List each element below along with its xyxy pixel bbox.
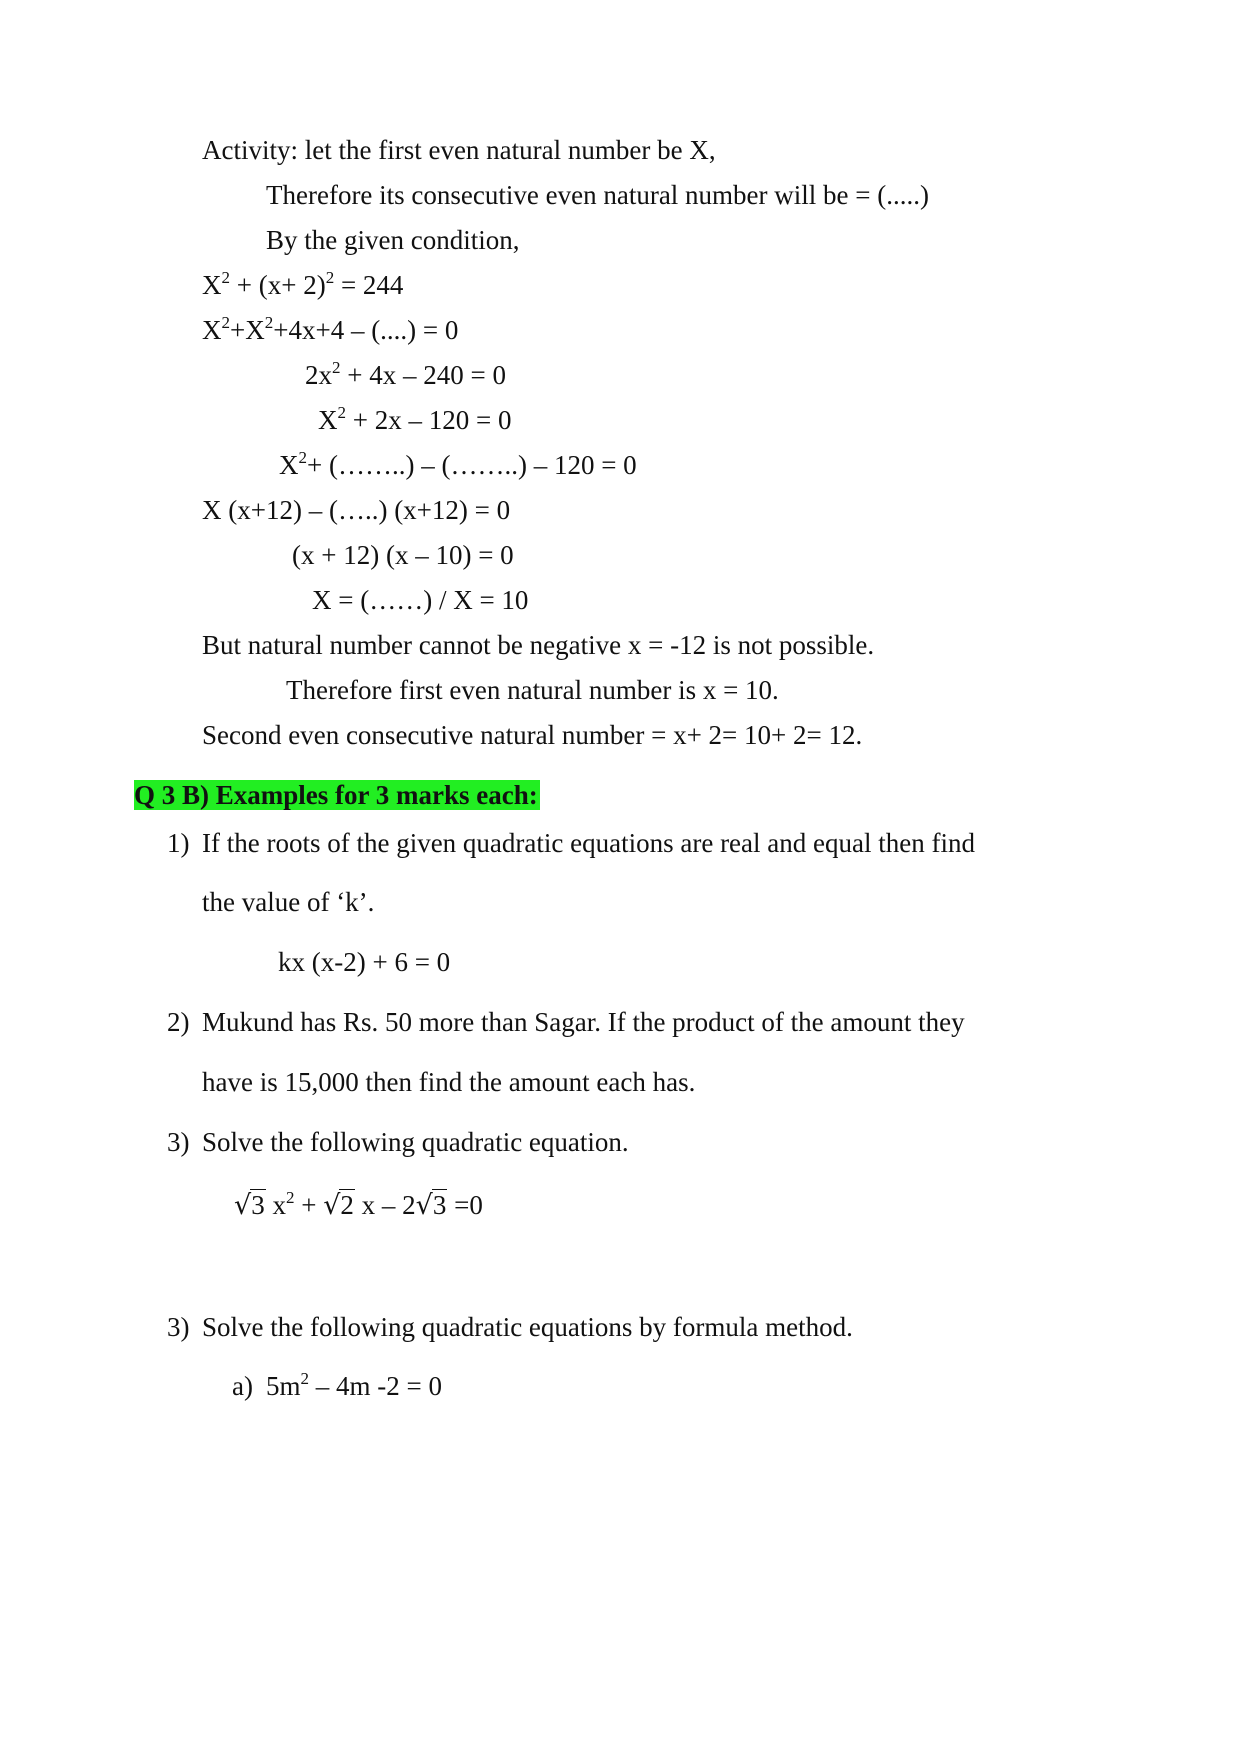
question-3-number: 3) xyxy=(167,1127,190,1157)
section-heading: Q 3 B) Examples for 3 marks each: xyxy=(134,780,538,810)
equation-line-10: (x + 12) (x – 10) = 0 xyxy=(292,540,514,570)
equation-line-9: X (x+12) – (…..) (x+12) = 0 xyxy=(202,495,511,525)
activity-line-3: By the given condition, xyxy=(266,225,520,255)
question-1-text-line-2: the value of ‘k’. xyxy=(202,887,375,917)
question-3-equation: √3 $x^2 + √2$ x – 2√3 =0 xyxy=(234,1188,483,1221)
question-3-text: Solve the following quadratic equation. xyxy=(202,1127,629,1157)
question-4a-label: a) xyxy=(232,1371,253,1401)
question-1-text-line-1: If the roots of the given quadratic equations are real and equal then find xyxy=(202,828,975,858)
question-4-text: Solve the following quadratic equations by formula method. xyxy=(202,1312,853,1342)
activity-line-1: Activity: let the first even natural number be X, xyxy=(202,135,716,165)
sqrt-3-a: √3 xyxy=(234,1190,265,1221)
equation-line-8: $X^2+$ (……..) – (……..) – 120 = 0 xyxy=(279,448,637,480)
sqrt-2: √2 xyxy=(323,1190,354,1221)
question-4a-equation: $5m^2 - 4m$ -2 = 0 xyxy=(266,1369,442,1401)
question-2-text-line-1: Mukund has Rs. 50 more than Sagar. If the product of the amount they xyxy=(202,1007,965,1037)
equation-line-5: $X^2+X^2+4x+4$ – (....) = 0 xyxy=(202,313,459,345)
equation-line-11: X = (……) / X = 10 xyxy=(312,585,529,615)
question-1-equation: kx (x-2) + 6 = 0 xyxy=(278,947,451,977)
question-1-number: 1) xyxy=(167,828,190,858)
activity-line-13: Therefore first even natural number is x = 10. xyxy=(286,675,779,705)
equation-line-4: $X^2 + (x+ 2)^2 = 244$ xyxy=(202,268,404,300)
activity-line-12: But natural number cannot be negative x = -12 is not possible. xyxy=(202,630,875,660)
activity-line-2: Therefore its consecutive even natural number will be = (.....) xyxy=(266,180,929,210)
activity-line-14: Second even consecutive natural number = x+ 2= 10+ 2= 12. xyxy=(202,720,863,750)
question-4-number: 3) xyxy=(167,1312,190,1342)
equation-line-7: $X^2 + 2x - 120 = 0$ xyxy=(318,403,512,435)
sqrt-3-b: √3 xyxy=(415,1190,447,1221)
question-2-number: 2) xyxy=(167,1007,190,1037)
question-2-text-line-2: have is 15,000 then find the amount each has. xyxy=(202,1067,696,1097)
equation-line-6: $2x^2 + 4x - 240 = 0$ xyxy=(305,358,506,390)
